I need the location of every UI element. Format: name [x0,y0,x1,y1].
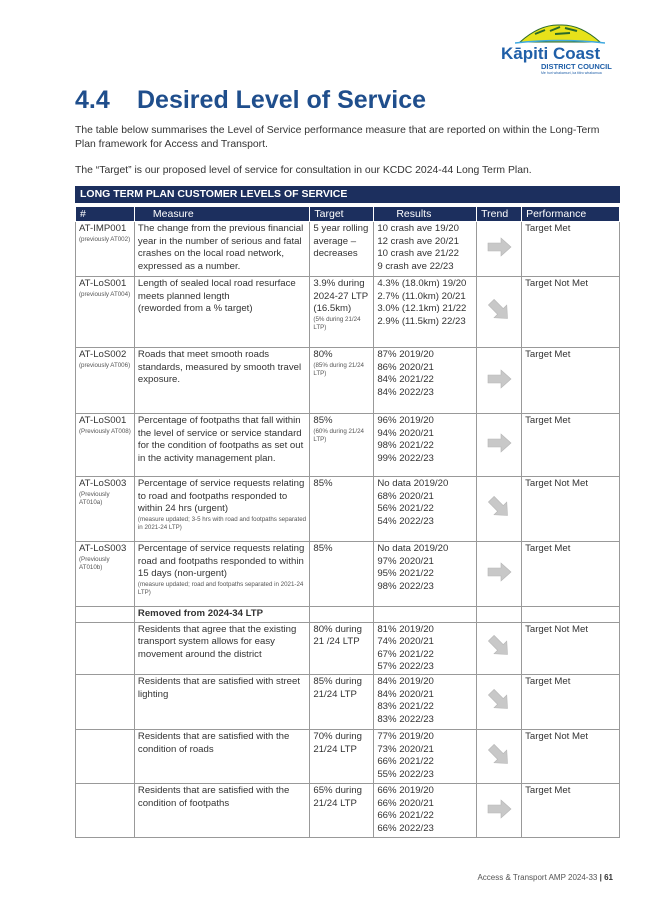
section-number: 4.4 [75,86,110,114]
result-line: 81% 2019/20 [377,623,434,635]
down-right-arrow-icon [485,296,513,324]
result-line: No data 2019/20 [377,478,449,490]
result-line: 73% 2020/21 [377,743,434,755]
trend-cell [477,414,522,477]
measure-note: (measure updated; 3-5 hrs with road and footpaths separated in 2021-24 LTP) [137,515,307,532]
result-line: 66% 2020/21 [377,797,434,809]
removed-table-row [76,675,620,730]
measure-cell [134,414,309,477]
removed-label: Removed from 2024-34 LTP [134,607,309,622]
performance-cell: Target Not Met [522,730,620,784]
result-line: 67% 2021/22 [377,648,434,660]
page-title [75,86,426,115]
trend-cell [477,542,522,607]
result-line: 3.0% (12.1km) 21/22 [377,303,467,315]
measure-id: AT-IMP001 [79,223,127,235]
measure-id: AT-LoS001 [79,278,127,290]
target-text: 85% [313,415,333,427]
table-row [76,348,620,414]
results-cell [374,277,477,348]
header-target: Target [310,207,374,222]
previous-id: (previously AT004) [79,290,131,298]
target-cell [310,277,374,348]
target-text: 80% [313,349,333,361]
performance-cell: Target Met [522,784,620,838]
results-cell [374,477,477,542]
measure-text: Roads that meet smooth roads standards, measured by smooth travel exposure. [137,349,302,386]
down-right-arrow-icon [485,686,513,714]
measure-note: (reworded from a % target) [137,303,253,315]
measure-text: The change from the previous financial year in the number of serious and fatal crashes on the local road network, expressed as a number. [137,223,304,272]
table-row [76,414,620,477]
table-row [76,222,620,277]
trend-cell [477,348,522,414]
result-line: 98% 2022/23 [377,580,434,592]
previous-id: (Previously AT010b) [79,555,110,572]
result-line: 55% 2022/23 [377,768,434,780]
measure-cell [134,542,309,607]
intro-paragraph-1: The table below summarises the Level of Service performance measure that are reported on within the Long-Term Plan framework for Access and Transport. [75,125,600,150]
footer-doc: Access & Transport AMP 2024-33 [477,873,598,882]
result-line: 83% 2022/23 [377,713,434,725]
result-line: 96% 2019/20 [377,415,434,427]
measure-id-cell [76,542,135,607]
target-text: 85% [313,543,333,555]
trend-cell [477,784,522,838]
measure-id-cell [76,414,135,477]
right-arrow-icon [485,795,513,823]
table-row [76,277,620,348]
target-cell [310,542,374,607]
measure-id-cell [76,348,135,414]
target-cell [310,414,374,477]
target-cell [310,348,374,414]
performance-cell: Target Not Met [522,622,620,675]
results-cell [374,784,477,838]
result-line: 54% 2022/23 [377,515,434,527]
target-text: 85% [313,478,333,490]
table-title: LONG TERM PLAN CUSTOMER LEVELS OF SERVICE [76,187,620,203]
table-row [76,477,620,542]
result-line: 99% 2022/23 [377,452,434,464]
table-header-row [76,207,620,222]
header-measure: Measure [134,207,309,222]
header-id: # [76,207,135,222]
result-line: 66% 2022/23 [377,822,434,834]
result-line: 10 crash ave 21/22 [377,248,459,260]
logo-tagline: Me huri whakamuri, ka titiro whakamua [541,71,602,75]
target-cell: 85% during 21/24 LTP [310,675,374,730]
result-line: 97% 2020/21 [377,555,434,567]
result-line: 84% 2019/20 [377,676,434,688]
result-line: 74% 2020/21 [377,636,434,648]
trend-cell [477,477,522,542]
results-cell [374,348,477,414]
result-line: 84% 2022/23 [377,386,434,398]
target-cell: 80% during 21 /24 LTP [310,622,374,675]
performance-cell: Target Not Met [522,477,620,542]
result-line: 2.7% (11.0km) 20/21 [377,290,466,302]
target-note: (60% during 21/24 LTP) [313,427,364,444]
down-right-arrow-icon [485,741,513,769]
measure-id-cell [76,222,135,277]
measure-note: (measure updated; road and footpaths separated in 2021-24 LTP) [137,580,304,597]
council-logo [495,22,620,77]
trend-cell [477,277,522,348]
measure-text: Percentage of service requests relating road and footpaths responded to within 15 days (non-urgent) [137,543,305,580]
performance-cell: Target Met [522,675,620,730]
target-cell [310,222,374,277]
target-cell [310,477,374,542]
results-cell [374,622,477,675]
performance-cell: Target Met [522,542,620,607]
measure-cell [134,477,309,542]
logo-name: Kāpiti Coast [501,44,601,63]
measure-id-cell [76,277,135,348]
trend-cell [477,730,522,784]
right-arrow-icon [485,558,513,586]
table-row [76,542,620,607]
header-trend: Trend [477,207,522,222]
result-line: 66% 2021/22 [377,756,434,768]
result-line: 66% 2021/22 [377,810,434,822]
down-right-arrow-icon [485,632,513,660]
target-note: (85% during 21/24 LTP) [313,361,364,378]
results-cell [374,730,477,784]
results-cell [374,414,477,477]
results-cell [374,222,477,277]
measure-cell [134,277,309,348]
measure-cell: Residents that agree that the existing transport system allows for easy movement around the district [134,622,309,675]
target-text: 5 year rolling average – decreases [313,223,369,260]
removed-section-row [76,607,620,622]
performance-cell: Target Not Met [522,277,620,348]
measure-id: AT-LoS001 [79,415,127,427]
performance-cell: Target Met [522,222,620,277]
right-arrow-icon [485,429,513,457]
result-line: 77% 2019/20 [377,731,434,743]
measure-cell: Residents that are satisfied with street lighting [134,675,309,730]
measure-id: AT-LoS002 [79,349,127,361]
result-line: 4.3% (18.0km) 19/20 [377,278,467,290]
result-line: 66% 2019/20 [377,785,434,797]
result-line: 83% 2021/22 [377,701,434,713]
right-arrow-icon [485,365,513,393]
target-note: (5% during 21/24 LTP) [313,315,361,332]
header-performance: Performance [522,207,620,222]
previous-id: (previously AT002) [79,235,131,243]
trend-cell [477,622,522,675]
performance-cell: Target Met [522,348,620,414]
result-line: 84% 2020/21 [377,688,434,700]
page-number: 61 [604,873,613,882]
target-cell: 65% during 21/24 LTP [310,784,374,838]
intro-paragraph-2: The “Target” is our proposed level of service for consultation in our KCDC 2024-44 Long Term Plan. [75,165,532,176]
down-right-arrow-icon [485,493,513,521]
result-line: 86% 2020/21 [377,361,434,373]
measure-cell [134,222,309,277]
result-line: 94% 2020/21 [377,427,434,439]
result-line: 84% 2021/22 [377,374,434,386]
header-results: Results [374,207,477,222]
results-cell [374,542,477,607]
result-line: 56% 2021/22 [377,503,434,515]
result-line: No data 2019/20 [377,543,449,555]
result-line: 10 crash ave 19/20 [377,223,459,235]
previous-id: (Previously AT010a) [79,490,110,507]
trend-cell [477,222,522,277]
page-footer [477,873,613,882]
result-line: 57% 2022/23 [377,661,434,673]
removed-table-row [76,784,620,838]
target-text: 3.9% during 2024-27 LTP (16.5km) [313,278,368,315]
measure-cell: Residents that are satisfied with the condition of roads [134,730,309,784]
logo-sub: DISTRICT COUNCIL [541,62,612,71]
result-line: 9 crash ave 22/23 [377,260,454,272]
section-title: Desired Level of Service [137,86,427,114]
removed-table-row [76,622,620,675]
removed-table-row [76,730,620,784]
results-cell [374,675,477,730]
result-line: 12 crash ave 20/21 [377,235,459,247]
mountain-logo-icon [515,22,605,44]
result-line: 68% 2020/21 [377,490,434,502]
measure-text: Length of sealed local road resurface meets planned length [137,278,296,302]
performance-cell: Target Met [522,414,620,477]
previous-id: (previously AT006) [79,361,131,369]
result-line: 87% 2019/20 [377,349,434,361]
measure-cell [134,348,309,414]
result-line: 98% 2021/22 [377,440,434,452]
previous-id: (Previously AT008) [79,427,131,435]
result-line: 95% 2021/22 [377,568,434,580]
levels-of-service-table [75,186,620,838]
measure-id: AT-LoS003 [79,543,127,555]
measure-text: Percentage of footpaths that fall within the level of service or service standard for the condition of footpaths as set out in the activity management plan. [137,415,304,464]
footer-sep: | [599,873,602,882]
trend-cell [477,675,522,730]
result-line: 2.9% (11.5km) 22/23 [377,315,466,327]
right-arrow-icon [485,233,513,261]
target-cell: 70% during 21/24 LTP [310,730,374,784]
measure-cell: Residents that are satisfied with the condition of footpaths [134,784,309,838]
measure-id: AT-LoS003 [79,478,127,490]
measure-text: Percentage of service requests relating to road and footpaths responded to within 24 hrs (urgent) [137,478,305,515]
measure-id-cell [76,477,135,542]
